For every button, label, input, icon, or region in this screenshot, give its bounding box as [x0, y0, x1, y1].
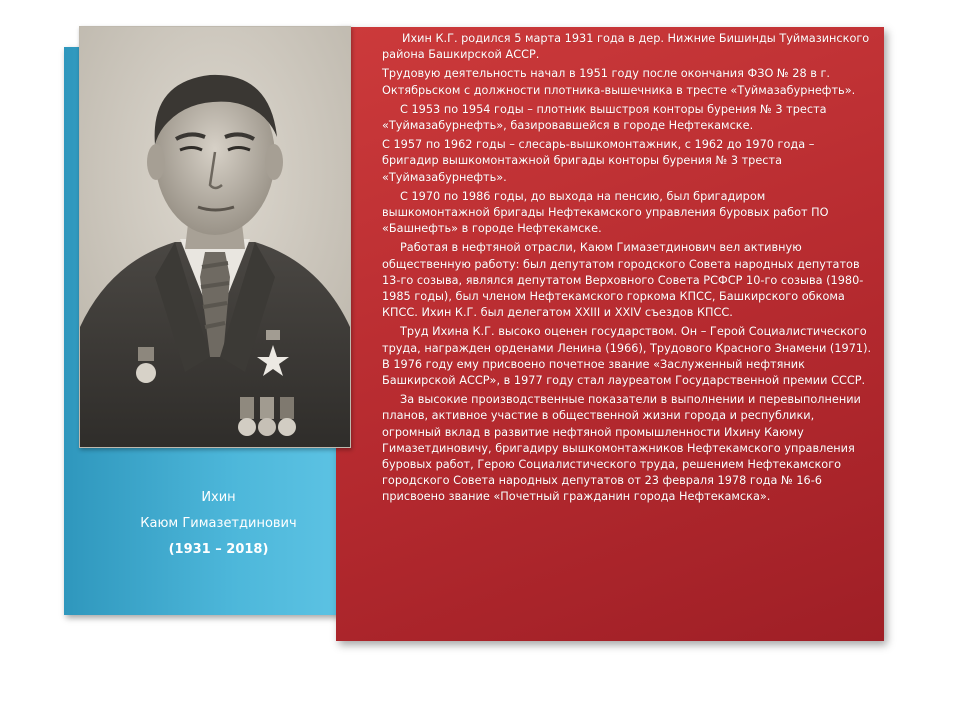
- bio-paragraph-career-start: Трудовую деятельность начал в 1951 году после окончания ФЗО № 28 в г. Октябрьском с должности плотника-вышечника в тресте «Туймазабурнефть».: [382, 67, 856, 97]
- bio-paragraph-1970: С 1970 по 1986 годы, до выхода на пенсию, был бригадиром вышкомонтажной бригады Нефтекамского управления буровых работ ПО «Башнефть» в городе Нефтекамске.: [382, 189, 829, 236]
- portrait-image: [80, 27, 350, 447]
- bio-paragraph-public-work: Работая в нефтяной отрасли, Каюм Гимазетдинович вел активную общественную работу: был депутатом городского Совета народных депутатов 13-го созыва, являлся депутатом Верховного Совета РСФСР 10-го созыва (1980-1985 годы), был членом Нефтекамского горкома КПСС, Башкирского обкома КПСС. Ихин К.Г. был делегатом XXIII и XXIV съездов КПСС.: [382, 241, 864, 320]
- bio-paragraph-honorary-citizen: За высокие производственные показатели в выполнении и перевыполнении планов, активное участие в общественной жизни города и республики, огромный вклад в развитие нефтяной промышленности Ихину Каюму Гимазетдиновичу, бригадиру вышкомонтажников Нефтекамского управления буровых работ, Герою Социалистического труда, решением Нефтекамского городского Совета народных депутатов от 23 февраля 1978 года № 16-6 присвоено звание «Почетный гражданин города Нефтекамска».: [382, 393, 861, 504]
- bio-paragraph-birth: Ихин К.Г. родился 5 марта 1931 года в дер. Нижние Бишинды Туймазинского района Башкирской АССР.: [382, 32, 870, 62]
- bio-paragraph-awards: Труд Ихина К.Г. высоко оценен государством. Он – Герой Социалистического труда, награжден орденами Ленина (1966), Трудового Красного Знамени (1971). В 1976 году ему присвоено почетное звание «Заслуженный нефтяник Башкирской АССР», в 1977 году стал лауреатом Государственной премии СССР.: [382, 325, 872, 388]
- person-years: (1931 – 2018): [168, 542, 269, 557]
- person-given-names: Каюм Гимазетдинович: [140, 516, 297, 531]
- bio-paragraph-1953: С 1953 по 1954 годы – плотник вышстроя конторы бурения № 3 треста «Туймазабурнефть», базировавшейся в городе Нефтекамске.: [382, 102, 827, 133]
- person-surname: Ихин: [201, 490, 236, 505]
- person-caption: [64, 485, 373, 563]
- biography-text: [382, 31, 874, 509]
- bio-paragraph-1957: С 1957 по 1962 годы – слесарь-вышкомонтажник, с 1962 до 1970 года – бригадир вышкомонтажной бригады конторы бурения № 3 треста «Туймазабурнефть».: [382, 138, 815, 184]
- portrait-photo: [79, 26, 351, 448]
